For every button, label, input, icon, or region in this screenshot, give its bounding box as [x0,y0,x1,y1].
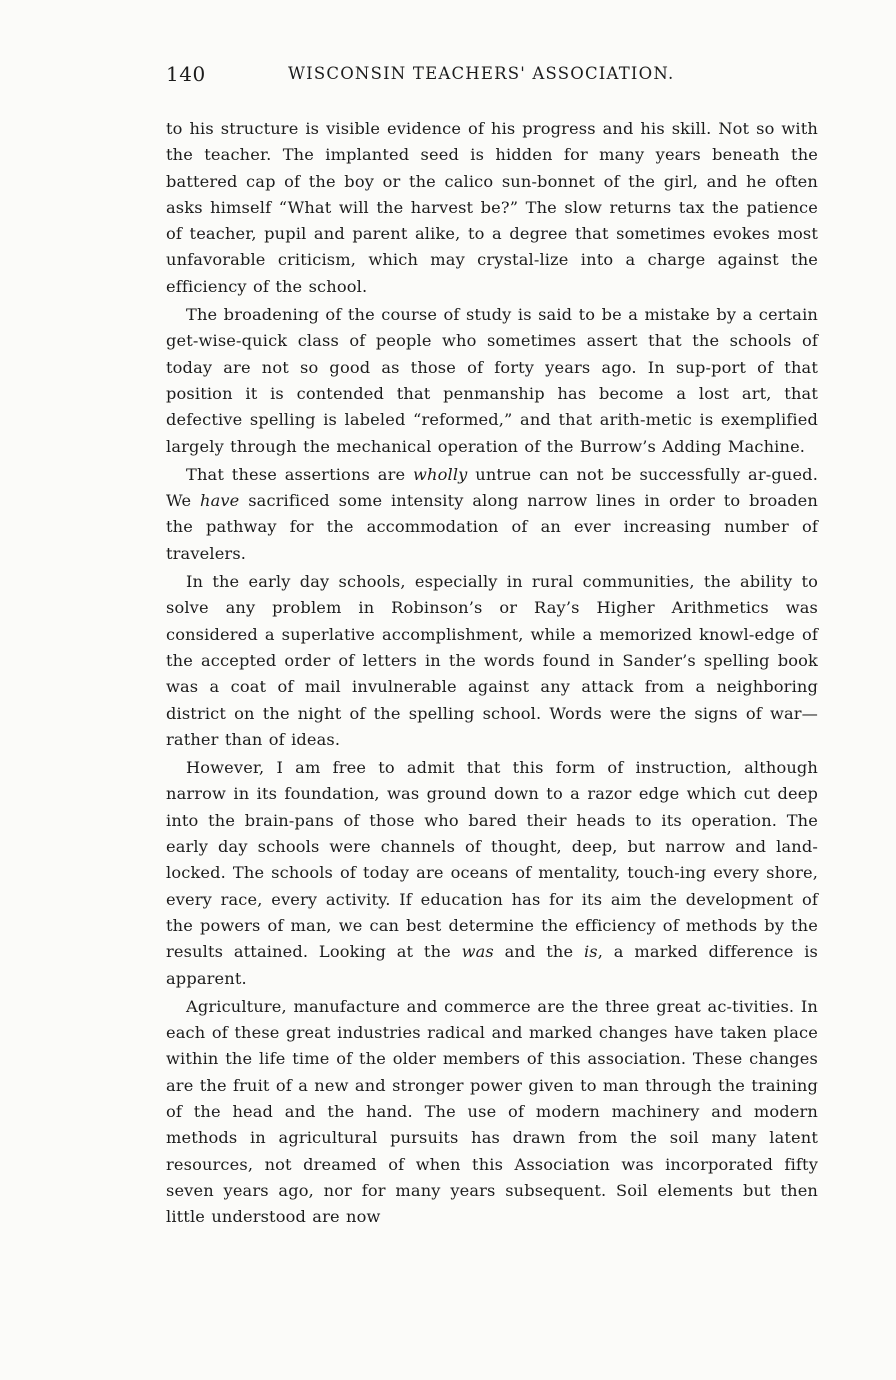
emphasis-was: was [461,942,494,962]
body-text [166,116,818,1230]
paragraph-text: However, I am free to admit that this form of instruction, although narrow in its foundation, was ground down to a razor edge which cut deep into the brain-pans of those who bared their heads to its operation. The early day schools were channels of thought, deep, but narrow and land-locked. The schools of today are oceans of mentality, touch-ing every shore, every race, every activity. If education has for its aim the development of the powers of man, we can best determine the efficiency of methods by the results attained. Looking at the [166,758,818,962]
page-number: 140 [166,62,206,86]
paragraph-early-day-schools: In the early day schools, especially in rural communities, the ability to solve any problem in Robinson’s or Ray’s Higher Arithmetics was considered a superlative accomplishment, while a memorized knowl-edge of the accepted order of letters in the words found in Sander’s spelling book was a coat of mail invulnerable against any attack from a neighboring district on the night of the spelling school. Words were the signs of war—rather than of ideas. [166,572,818,749]
paragraph-assertions [166,462,818,567]
book-page [166,62,818,1232]
emphasis-have: have [200,491,240,511]
paragraph-continuation: to his structure is visible evidence of his progress and his skill. Not so with the teacher. The implanted seed is hidden for many years beneath the battered cap of the boy or the calico sun-bonnet of the girl, and he often asks himself “What will the harvest be?” The slow returns tax the patience of teacher, pupil and parent alike, to a degree that sometimes evokes most unfavorable criticism, which may crystal-lize into a charge against the efficiency of the school. [166,119,818,296]
paragraph-text: untrue can not be successfully ar-gued. We [166,464,818,511]
paragraph-text: and the [493,942,584,962]
running-head [166,62,818,92]
paragraph-text: That these assertions are [186,464,414,484]
running-title: WISCONSIN TEACHERS' ASSOCIATION. [288,64,675,83]
paragraph-agriculture: Agriculture, manufacture and commerce are the three great ac-tivities. In each of these great industries radical and marked changes have taken place within the life time of the older members of this association. These changes are the fruit of a new and stronger power given to man through the training of the head and the hand. The use of modern machinery and modern methods in agricultural pursuits has drawn from the soil many latent resources, not dreamed of when this Association was incorporated fifty seven years ago, nor for many years subsequent. Soil elements but then little understood are now [166,996,818,1227]
emphasis-is: is [583,942,598,962]
emphasis-wholly: wholly [413,464,468,484]
paragraph-instruction [166,755,818,992]
paragraph-text: , a marked difference is apparent. [166,942,818,988]
paragraph-text: sacrificed some intensity along narrow lines in order to broaden the pathway for the accommodation of an ever increasing number of travelers. [166,491,818,563]
paragraph-course-of-study: The broadening of the course of study is said to be a mistake by a certain get-wise-quick class of people who sometimes assert that the schools of today are not so good as those of forty years ago. In sup-port of that position it is contended that penmanship has become a lost art, that defective spelling is labeled “reformed,” and that arith-metic is exemplified largely through the mechanical operation of the Burrow’s Adding Machine. [166,305,818,456]
